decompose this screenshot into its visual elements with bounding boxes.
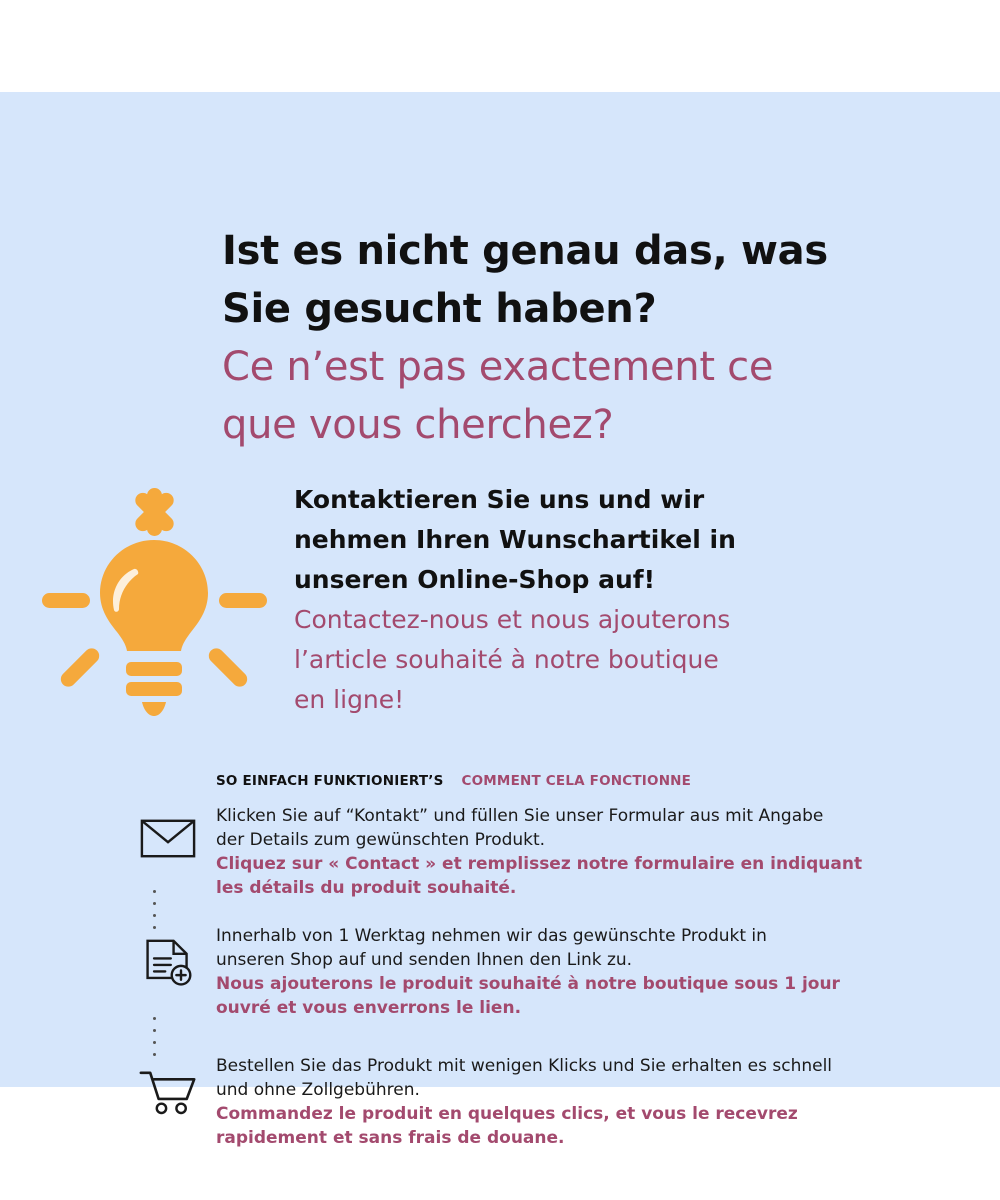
step-2-fr-line1: Nous ajouterons le produit souhaité à notre boutique sous 1 jour [216, 974, 840, 995]
step-1-fr-line2: les détails du produit souhaité. [216, 878, 517, 899]
subheadline-de-line2: nehmen Ihren Wunschartikel in [294, 525, 736, 554]
step-1-de-line2: der Details zum gewünschten Produkt. [216, 830, 546, 851]
subheadline-de-line3: unseren Online-Shop auf! [294, 565, 656, 594]
headline-de-line1: Ist es nicht genau das, was [222, 228, 828, 274]
headline-fr-line2: que vous cherchez? [222, 402, 614, 448]
step-3-text [216, 1054, 940, 1151]
subheadline-de-line1: Kontaktieren Sie uns und wir [294, 485, 705, 514]
document-add-icon [120, 924, 216, 990]
step-3-de-line2: und ohne Zollgebühren. [216, 1080, 420, 1101]
list-item [120, 804, 940, 901]
step-2-text [216, 924, 940, 1021]
promo-banner [0, 92, 1000, 1149]
list-item [120, 924, 940, 1021]
steps-header-fr: COMMENT CELA FONCTIONNE [461, 773, 692, 789]
steps-header-de: SO EINFACH FUNKTIONIERT’S [216, 773, 444, 789]
step-2-fr-line2: ouvré et vous enverrons le lien. [216, 998, 522, 1019]
step-3-fr-line2: rapidement et sans frais de douane. [216, 1128, 565, 1149]
subheadline-text [294, 480, 914, 720]
headline-fr-line1: Ce n’est pas exactement ce [222, 344, 774, 390]
lightbulb-icon [34, 482, 274, 722]
headline-block [222, 222, 922, 454]
subheadline-fr-line3: en ligne! [294, 685, 405, 714]
step-2-de-line1: Innerhalb von 1 Werktag nehmen wir das gewünschte Produkt in [216, 926, 767, 946]
headline-de-line2: Sie gesucht haben? [222, 286, 657, 332]
envelope-icon [120, 804, 216, 859]
subheadline-fr-line2: l’article souhaité à notre boutique [294, 645, 719, 674]
step-1-de-line1: Klicken Sie auf “Kontakt” und füllen Sie unser Formular aus mit Angabe [216, 806, 824, 826]
list-item [120, 1054, 940, 1151]
step-3-fr-line1: Commandez le produit en quelques clics, et vous le recevrez [216, 1104, 798, 1125]
step-connector-dots [152, 1017, 156, 1056]
step-2-de-line2: unseren Shop auf und senden Ihnen den Link zu. [216, 950, 633, 971]
steps-header [216, 773, 691, 789]
shopping-cart-icon [120, 1054, 216, 1115]
subheadline-fr-line1: Contactez-nous et nous ajouterons [294, 605, 731, 634]
step-1-text [216, 804, 940, 901]
subheadline-row [0, 472, 1000, 742]
step-3-de-line1: Bestellen Sie das Produkt mit wenigen Klicks und Sie erhalten es schnell [216, 1056, 833, 1076]
step-1-fr-line1: Cliquez sur « Contact » et remplissez notre formulaire en indiquant [216, 854, 863, 875]
